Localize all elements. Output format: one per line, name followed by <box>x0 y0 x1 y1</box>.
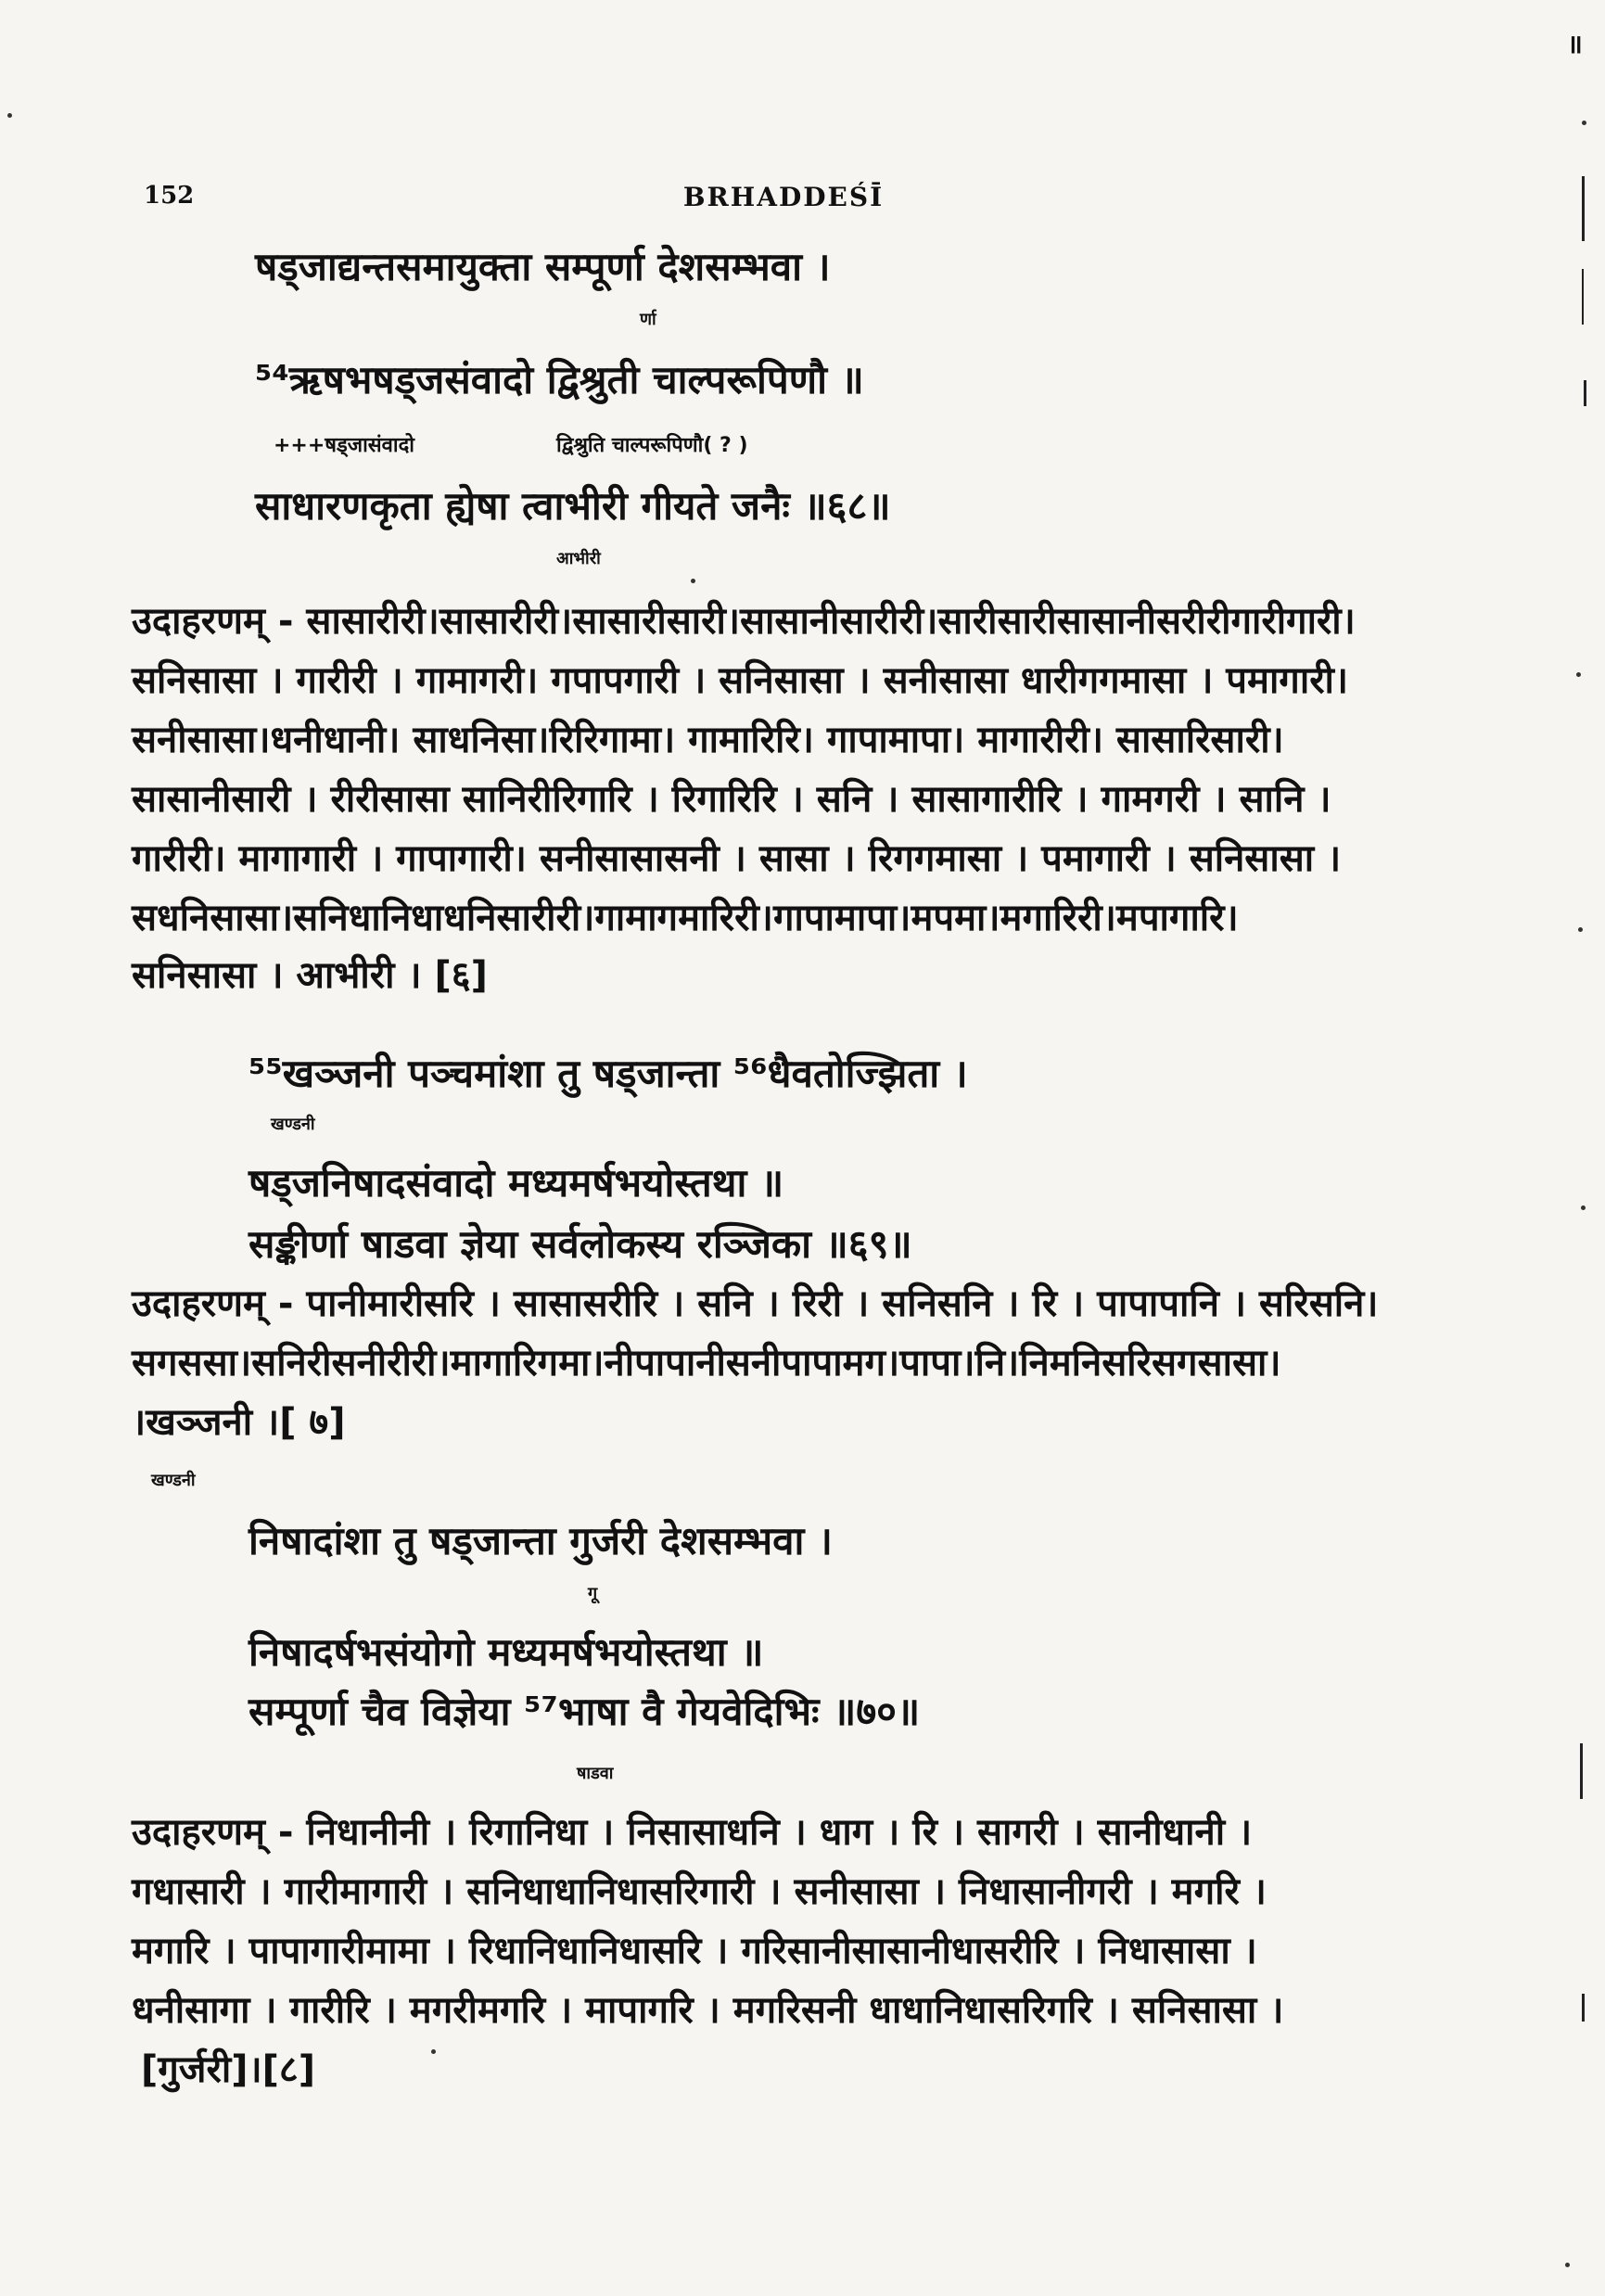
example-line: ।खञ्जनी ।[ ७] <box>132 1401 346 1444</box>
scan-artifact <box>1578 927 1583 932</box>
verse-line: सम्पूर्णा चैव विज्ञेया ⁵⁷भाषा वै गेयवेदिभिः ॥७०॥ <box>248 1689 921 1734</box>
verse-line: निषादांशा तु षड्जान्ता गुर्जरी देशसम्भवा । <box>248 1518 833 1563</box>
footnote-variant: द्विश्रुति चाल्परूपिणौ( ? ) <box>556 434 748 457</box>
verse-line: निषादर्षभसंयोगो मध्यमर्षभयोस्तथा ॥ <box>248 1629 764 1675</box>
scan-artifact <box>1582 269 1584 325</box>
scan-artifact <box>431 2049 436 2054</box>
footnote-variant: +++षड्जासंवादो <box>274 434 414 457</box>
verse-line: साधारणकृता ह्येषा त्वाभीरी गीयते जनैः ॥६८॥ <box>255 483 891 529</box>
scan-artifact <box>1582 1994 1585 2022</box>
scan-artifact <box>691 579 695 583</box>
example-line: सनिसासा । गारीरी । गामागरी। गपापगारी । सनिसासा । सनीसासा धारीगगमासा । पमागारी। <box>132 659 1349 702</box>
example-line: सनिसासा । आभीरी । [६] <box>132 954 488 997</box>
running-head: BRHADDEŚĪ <box>682 182 885 212</box>
footnote-variant: खण्डनी <box>271 1115 315 1134</box>
example-line: सनीसासा।धनीधानी। साधनिसा।रिरिगामा। गामारिरि। गापामापा। मागारीरी। सासारिसारी। <box>132 719 1284 761</box>
example-line: उदाहरणम् - पानीमारीसरि । सासासरीरि । सनि । रिरी । सनिसनि । रि । पापापानि । सरिसनि। <box>132 1282 1379 1325</box>
footnote-variant: र्णा <box>640 310 656 329</box>
page-header <box>144 182 1423 219</box>
footnote-variant: गू <box>588 1584 598 1603</box>
scan-artifact <box>1565 2263 1570 2267</box>
example-line: सासानीसारी । रीरीसासा सानिरीरिगारि । रिगारिरि । सनि । सासागारीरि । गामगरी । सानि । <box>132 778 1331 821</box>
example-line: मगारि । पापागारीमामा । रिधानिधानिधासरि । गरिसानीसासानीधासरीरि । निधासासा । <box>132 1930 1257 1972</box>
footnote-variant: खण्डनी <box>151 1471 196 1490</box>
margin-mark: ॥ <box>1567 29 1583 59</box>
example-line: उदाहरणम् - निधानीनी । रिगानिधा । निसासाधनि । धाग । रि । सागरी । सानीधानी । <box>132 1811 1253 1854</box>
verse-line: सङ्कीर्णा षाडवा ज्ञेया सर्वलोकस्य रञ्जिका ॥६९॥ <box>248 1221 912 1267</box>
section-label: षाडवा <box>577 1764 614 1783</box>
verse-line: ⁵⁴ऋषभषड्जसंवादो द्विश्रुती चाल्परूपिणौ ॥ <box>255 357 864 402</box>
example-line: गधासारी । गारीमागारी । सनिधाधानिधासरिगारी । सनीसासा । निधासानीगरी । मगरि । <box>132 1870 1267 1913</box>
scan-artifact <box>1584 380 1586 406</box>
scan-artifact <box>7 113 12 118</box>
example-line: सगससा।सनिरीसनीरीरी।मागारिगमा।नीपापानीसनीपापामग।पापा।नि।निमनिसरिसगसासा। <box>132 1342 1281 1384</box>
verse-line: ⁵⁵खञ्जनी पञ्चमांशा तु षड्जान्ता ⁵⁶धैवतोज्झिता । <box>248 1051 968 1096</box>
example-line: धनीसागा । गारीरि । मगरीमगरि । मापागरि । मगरिसनी धाधानिधासरिगरि । सनिसासा । <box>132 1989 1284 2032</box>
section-label: आभीरी <box>556 549 601 568</box>
page-number: 152 <box>144 182 195 210</box>
scan-artifact <box>1581 1205 1586 1210</box>
example-line: उदाहरणम् - सासारीरी।सासारीरी।सासारीसारी।सासानीसारीरी।सारीसारीसासानीसरीरीगारीगारी। <box>132 600 1356 643</box>
scan-artifact <box>1582 121 1586 125</box>
example-line: गारीरी। मागागारी । गापागारी। सनीसासासनी । सासा । रिगगमासा । पमागारी । सनिसासा । <box>132 837 1342 880</box>
verse-line: षड्जनिषादसंवादो मध्यमर्षभयोस्तथा ॥ <box>248 1160 784 1205</box>
example-line: सधनिसासा।सनिधानिधाधनिसारीरी।गामागमारिरी।गापामापा।मपमा।मगारिरी।मपागारि। <box>132 897 1239 939</box>
scan-artifact <box>1580 1743 1583 1799</box>
verse-line: षड्जाद्यन्तसमायुक्ता सम्पूर्णा देशसम्भवा । <box>255 244 831 289</box>
example-line: [गुर्जरी]।[८] <box>141 2048 316 2091</box>
scan-artifact <box>1576 672 1581 677</box>
scan-artifact <box>1582 176 1585 241</box>
